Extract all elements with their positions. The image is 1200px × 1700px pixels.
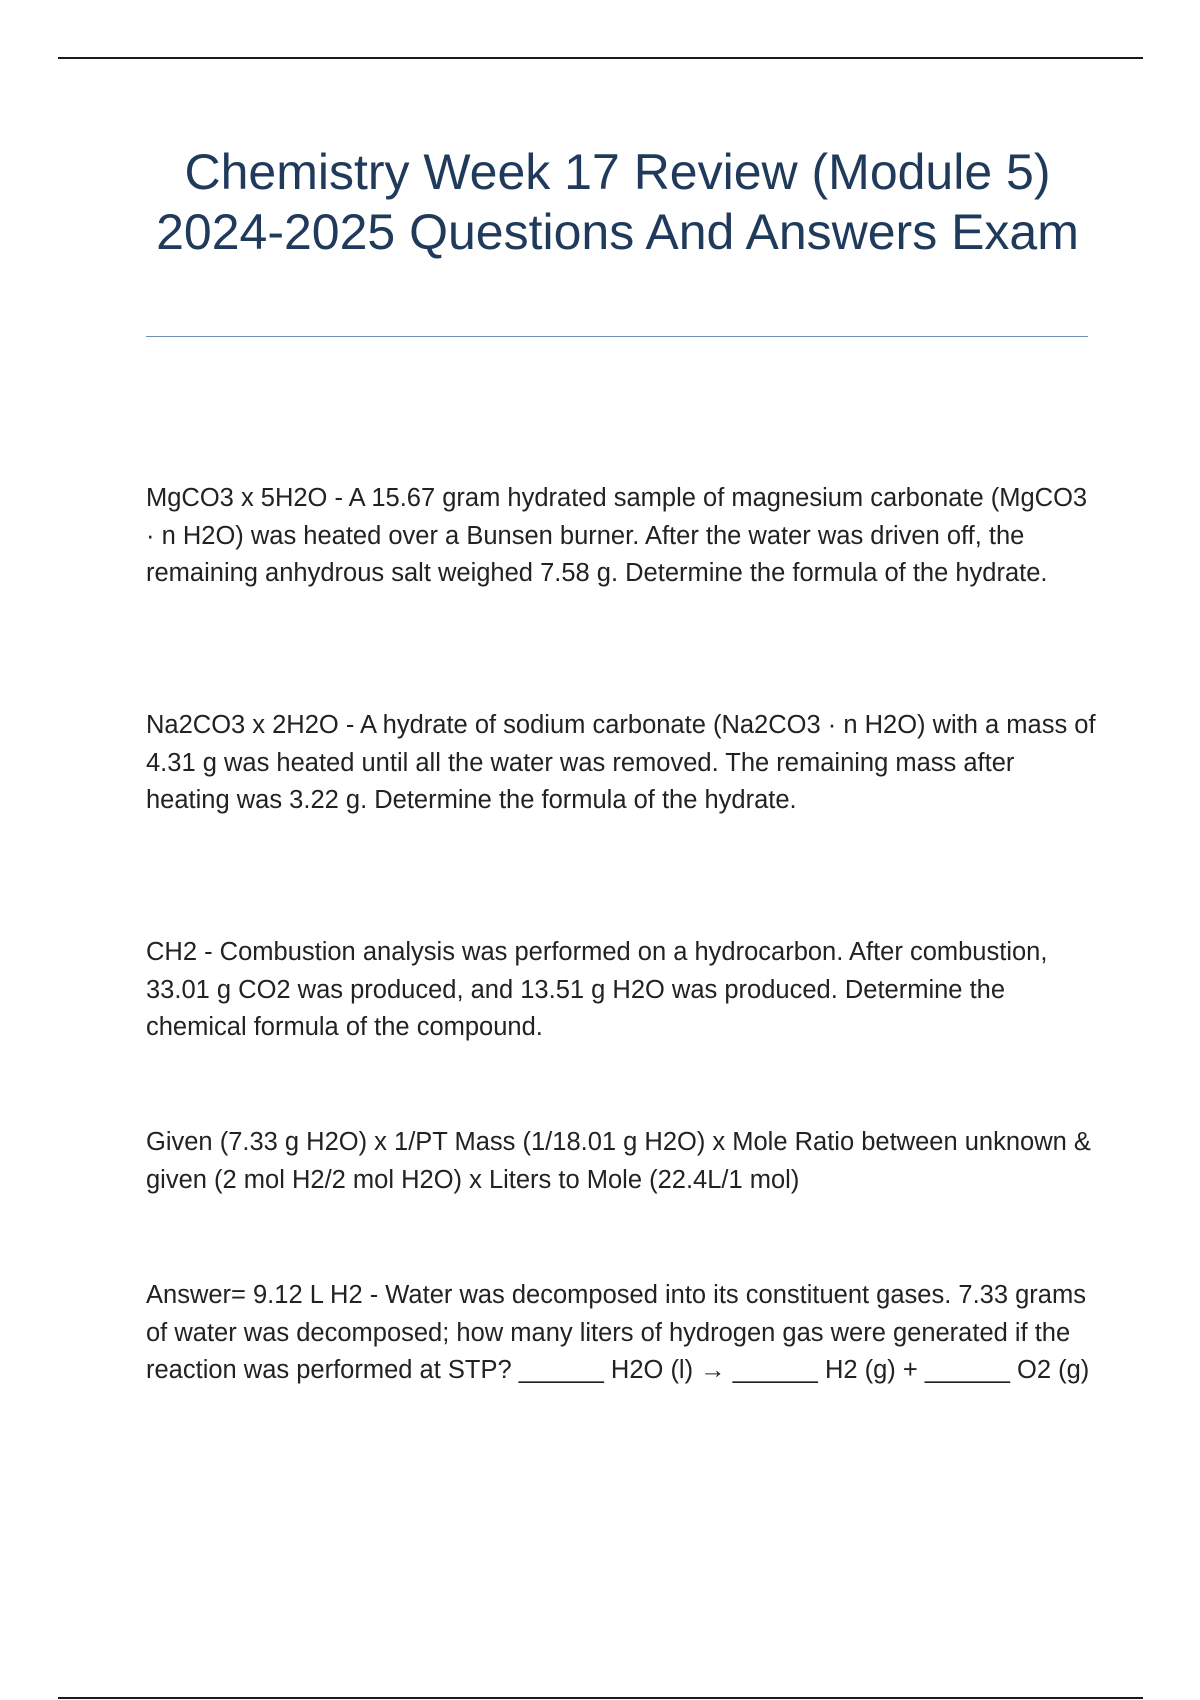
page-bottom-rule xyxy=(58,1697,1143,1699)
qa-entry-3: CH2 - Combustion analysis was performed on a hydrocarbon. After combustion, 33.01 g CO2 was produced, and 13.51 g H2O was produced. Determine the chemical formula of the compound. xyxy=(146,938,1048,1041)
title-underline xyxy=(146,336,1088,337)
page-top-rule xyxy=(58,57,1143,59)
qa-entry-5: Answer= 9.12 L H2 - Water was decomposed into its constituent gases. 7.33 grams of water was decomposed; how many liters of hydrogen gas were generated if the reaction was performed at STP? ______ H2O (l) → ______ H2 (g) + ______ O2 (g) xyxy=(146,1281,1090,1384)
qa-entry-2: Na2CO3 x 2H2O - A hydrate of sodium carbonate (Na2CO3 · n H2O) with a mass of 4.31 g was heated until all the water was removed. The remaining mass after heating was 3.22 g. Determine the formula of the hydrate. xyxy=(146,711,1096,814)
qa-entry-1: MgCO3 x 5H2O - A 15.67 gram hydrated sample of magnesium carbonate (MgCO3 · n H2O) was heated over a Bunsen burner. After the water was driven off, the remaining anhydrous salt weighed 7.58 g. Determine the formula of the hydrate. xyxy=(146,484,1088,587)
document-title: Chemistry Week 17 Review (Module 5) 2024-2025 Questions And Answers Exam xyxy=(156,144,1079,260)
qa-entry-4: Given (7.33 g H2O) x 1/PT Mass (1/18.01 g H2O) x Mole Ratio between unknown & given (2 mol H2/2 mol H2O) x Liters to Mole (22.4L/1 mol) xyxy=(146,1128,1091,1194)
